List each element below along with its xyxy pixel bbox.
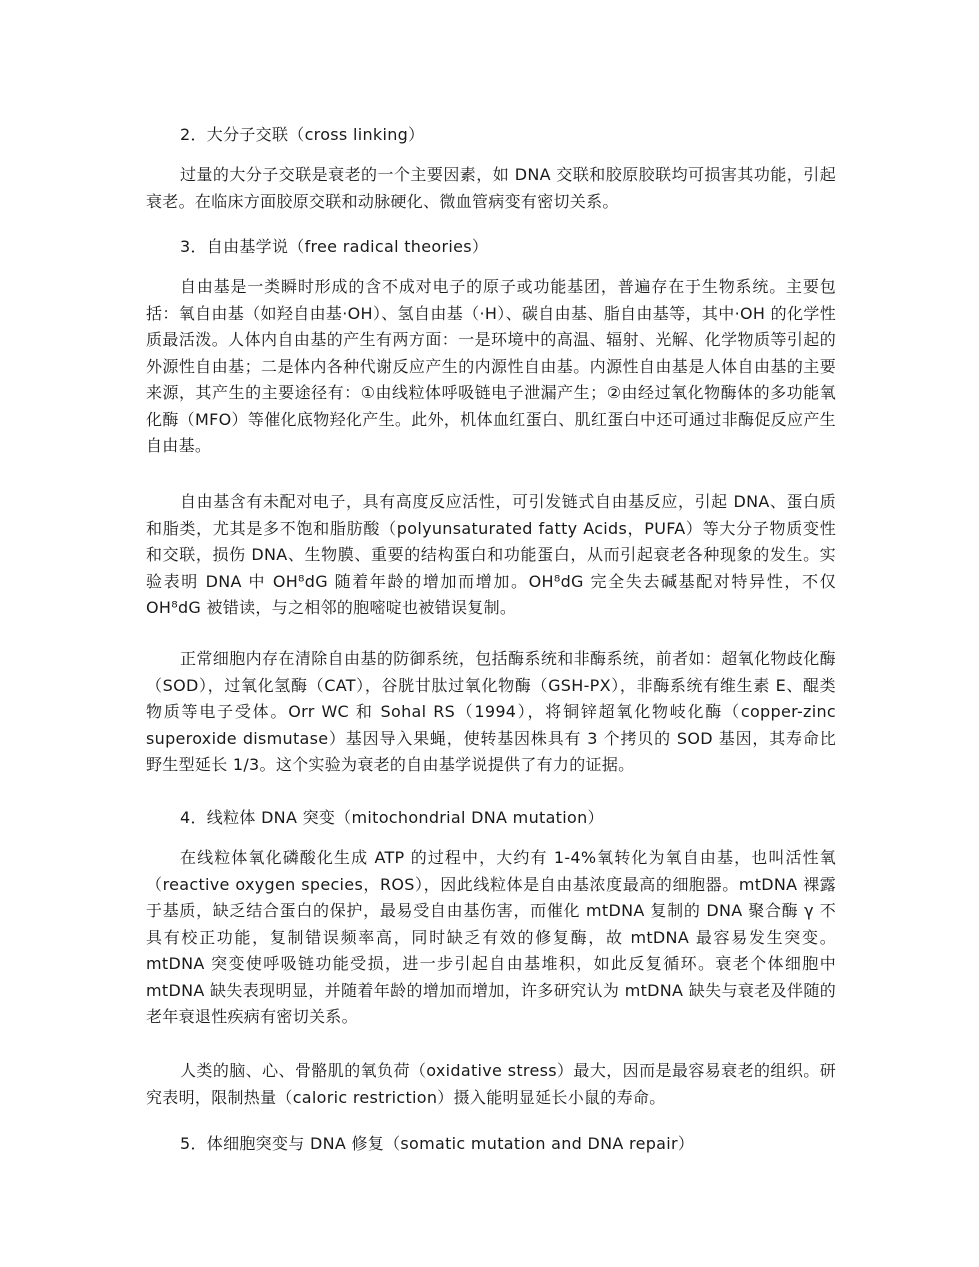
section-3-paragraph-1: 自由基是一类瞬时形成的含不成对电子的原子或功能基团，普遍存在于生物系统。主要包括：氧自由基（如羟自由基·OH）、氢自由基（·H）、碳自由基、脂自由基等，其中·OH 的化学性质最活泼。人体内自由基的产生有两方面：一是环境中的高温、辐射、光解、化学物质等引起的外源性自由基；二是体内各种代谢反应产生的内源性自由基。内源性自由基是人体自由基的主要来源，其产生的主要途径有：①由线粒体呼吸链电子泄漏产生；②由经过氧化物酶体的多功能氧化酶（MFO）等催化底物羟化产生。此外，机体血红蛋白、肌红蛋白中还可通过非酶促反应产生自由基。 (146, 277, 836, 455)
section-2-heading: 2．大分子交联（cross linking） (180, 125, 425, 144)
section-3-heading: 3．自由基学说（free radical theories） (180, 237, 489, 256)
section-2-paragraph-1: 过量的大分子交联是衰老的一个主要因素，如 DNA 交联和胶原胶联均可损害其功能，引起衰老。在临床方面胶原交联和动脉硬化、微血管病变有密切关系。 (146, 165, 836, 211)
section-4-paragraph-2: 人类的脑、心、骨骼肌的氧负荷（oxidative stress）最大，因而是最容易衰老的组织。研究表明，限制热量（caloric restriction）摄入能明显延长小鼠的寿命。 (146, 1061, 836, 1107)
section-3-paragraph-3: 正常细胞内存在清除自由基的防御系统，包括酶系统和非酶系统，前者如：超氧化物歧化酶（SOD），过氧化氢酶（CAT），谷胱甘肽过氧化物酶（GSH-PX），非酶系统有维生素 E、醌类物质等电子受体。Orr WC 和 Sohal RS（1994），将铜锌超氧化物岐化酶（copper-zinc superoxide dismutase）基因导入果蝇，使转基因株具有 3 个拷贝的 SOD 基因，其寿命比野生型延长 1/3。这个实验为衰老的自由基学说提供了有力的证据。 (146, 649, 836, 774)
section-4-heading: 4．线粒体 DNA 突变（mitochondrial DNA mutation） (180, 808, 604, 827)
section-3-paragraph-2: 自由基含有未配对电子，具有高度反应活性，可引发链式自由基反应，引起 DNA、蛋白质和脂类，尤其是多不饱和脂肪酸（polyunsaturated fatty Acids，PUFA）等大分子物质变性和交联，损伤 DNA、生物膜、重要的结构蛋白和功能蛋白，从而引起衰老各种现象的发生。实验表明 DNA 中 OH⁸dG 随着年龄的增加而增加。OH⁸dG 完全失去碱基配对特异性，不仅 OH⁸dG 被错读，与之相邻的胞嘧啶也被错误复制。 (146, 492, 836, 617)
section-5-heading: 5．体细胞突变与 DNA 修复（somatic mutation and DNA repair） (180, 1134, 695, 1153)
section-4-paragraph-1: 在线粒体氧化磷酸化生成 ATP 的过程中，大约有 1-4%氧转化为氧自由基，也叫活性氧（reactive oxygen species，ROS），因此线粒体是自由基浓度最高的细胞器。mtDNA 裸露于基质，缺乏结合蛋白的保护，最易受自由基伤害，而催化 mtDNA 复制的 DNA 聚合酶 γ 不具有校正功能，复制错误频率高，同时缺乏有效的修复酶，故 mtDNA 最容易发生突变。mtDNA 突变使呼吸链功能受损，进一步引起自由基堆积，如此反复循环。衰老个体细胞中 mtDNA 缺失表现明显，并随着年龄的增加而增加，许多研究认为 mtDNA 缺失与衰老及伴随的老年衰退性疾病有密切关系。 (146, 848, 836, 1026)
